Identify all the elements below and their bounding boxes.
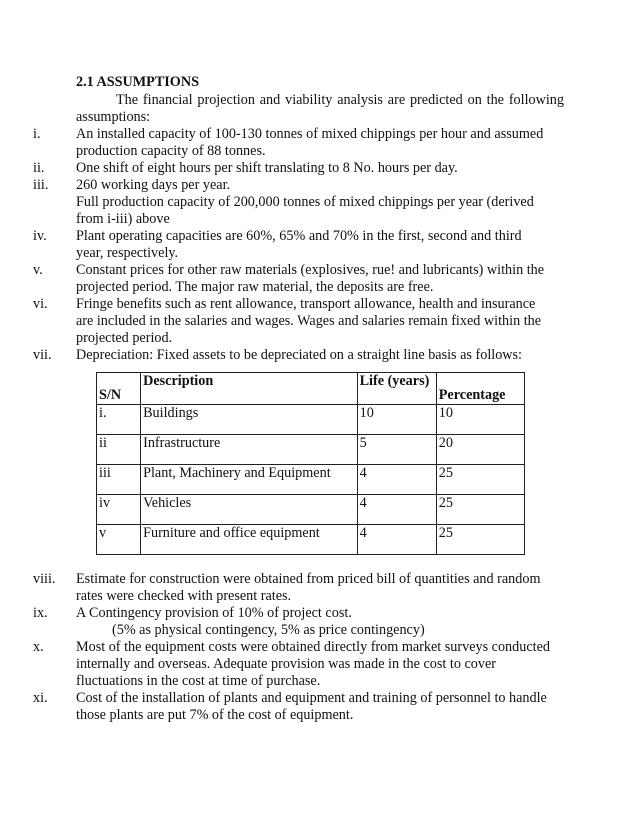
cell-sn: i. (97, 405, 141, 435)
item-viii-line-1: Estimate for construction were obtained from priced bill of quantities and random (76, 571, 541, 587)
item-iii-number: iii. (33, 177, 49, 193)
cell-description: Vehicles (141, 495, 358, 525)
section-heading: 2.1 ASSUMPTIONS (76, 74, 199, 90)
cell-percentage: 20 (436, 435, 524, 465)
cell-description: Plant, Machinery and Equipment (141, 465, 358, 495)
cell-life: 10 (357, 405, 436, 435)
item-viii-number: viii. (33, 571, 56, 587)
table-header-row (97, 373, 525, 405)
cell-life: 5 (357, 435, 436, 465)
item-vi-line-1: Fringe benefits such as rent allowance, transport allowance, health and insurance (76, 296, 536, 312)
cell-sn: v (97, 525, 141, 555)
item-ix-line-2: (5% as physical contingency, 5% as price contingency) (112, 622, 425, 638)
item-v-line-1: Constant prices for other raw materials (explosives, rue! and lubricants) within the (76, 262, 545, 278)
item-ii-line-1: One shift of eight hours per shift translating to 8 No. hours per day. (76, 160, 458, 176)
item-v-number: v. (33, 262, 43, 278)
table-row (97, 495, 525, 525)
cell-sn: iii (97, 465, 141, 495)
item-vi-number: vi. (33, 296, 48, 312)
table-row (97, 405, 525, 435)
item-xi-line-1: Cost of the installation of plants and equipment and training of personnel to handle (76, 690, 547, 706)
item-vii-number: vii. (33, 347, 52, 363)
cell-life: 4 (357, 465, 436, 495)
item-iii-line-3: from i-iii) above (76, 211, 170, 227)
header-percentage: Percentage (436, 373, 524, 405)
item-xi-number: xi. (33, 690, 48, 706)
item-viii-line-2: rates were checked with present rates. (76, 588, 292, 604)
item-iv-number: iv. (33, 228, 47, 244)
item-vi-line-3: projected period. (76, 330, 173, 346)
header-description: Description (141, 373, 358, 405)
item-x-number: x. (33, 639, 44, 655)
item-xi-line-2: those plants are put 7% of the cost of equipment. (76, 707, 354, 723)
table-row (97, 465, 525, 495)
cell-percentage: 10 (436, 405, 524, 435)
item-ix-line-1: A Contingency provision of 10% of project cost. (76, 605, 352, 621)
cell-percentage: 25 (436, 495, 524, 525)
item-iii-line-2: Full production capacity of 200,000 tonnes of mixed chippings per year (derived (76, 194, 534, 210)
header-life: Life (years) (357, 373, 436, 405)
cell-sn: ii (97, 435, 141, 465)
item-x-line-1: Most of the equipment costs were obtained directly from market surveys conducted (76, 639, 550, 655)
item-iv-line-1: Plant operating capacities are 60%, 65% and 70% in the first, second and third (76, 228, 522, 244)
header-sn: S/N (97, 373, 141, 405)
cell-description: Buildings (141, 405, 358, 435)
item-iv-line-2: year, respectively. (76, 245, 179, 261)
cell-percentage: 25 (436, 525, 524, 555)
cell-description: Furniture and office equipment (141, 525, 358, 555)
cell-life: 4 (357, 525, 436, 555)
cell-description: Infrastructure (141, 435, 358, 465)
table-row (97, 435, 525, 465)
item-i-line-2: production capacity of 88 tonnes. (76, 143, 266, 159)
item-ix-number: ix. (33, 605, 48, 621)
table-row (97, 525, 525, 555)
cell-life: 4 (357, 495, 436, 525)
item-ii-number: ii. (33, 160, 45, 176)
item-i-line-1: An installed capacity of 100-130 tonnes of mixed chippings per hour and assumed (76, 126, 544, 142)
item-x-line-3: fluctuations in the cost at time of purchase. (76, 673, 321, 689)
item-x-line-2: internally and overseas. Adequate provision was made in the cost to cover (76, 656, 496, 672)
item-v-line-2: projected period. The major raw material, the deposits are free. (76, 279, 434, 295)
item-i-number: i. (33, 126, 41, 142)
cell-sn: iv (97, 495, 141, 525)
intro-line-2: assumptions: (76, 109, 151, 125)
item-vii-line-1: Depreciation: Fixed assets to be depreciated on a straight line basis as follows: (76, 347, 522, 363)
item-vi-line-2: are included in the salaries and wages. Wages and salaries remain fixed within the (76, 313, 542, 329)
depreciation-table (96, 372, 525, 555)
item-iii-line-1: 260 working days per year. (76, 177, 231, 193)
cell-percentage: 25 (436, 465, 524, 495)
intro-line-1: The financial projection and viability analysis are predicted on the following (116, 92, 564, 108)
